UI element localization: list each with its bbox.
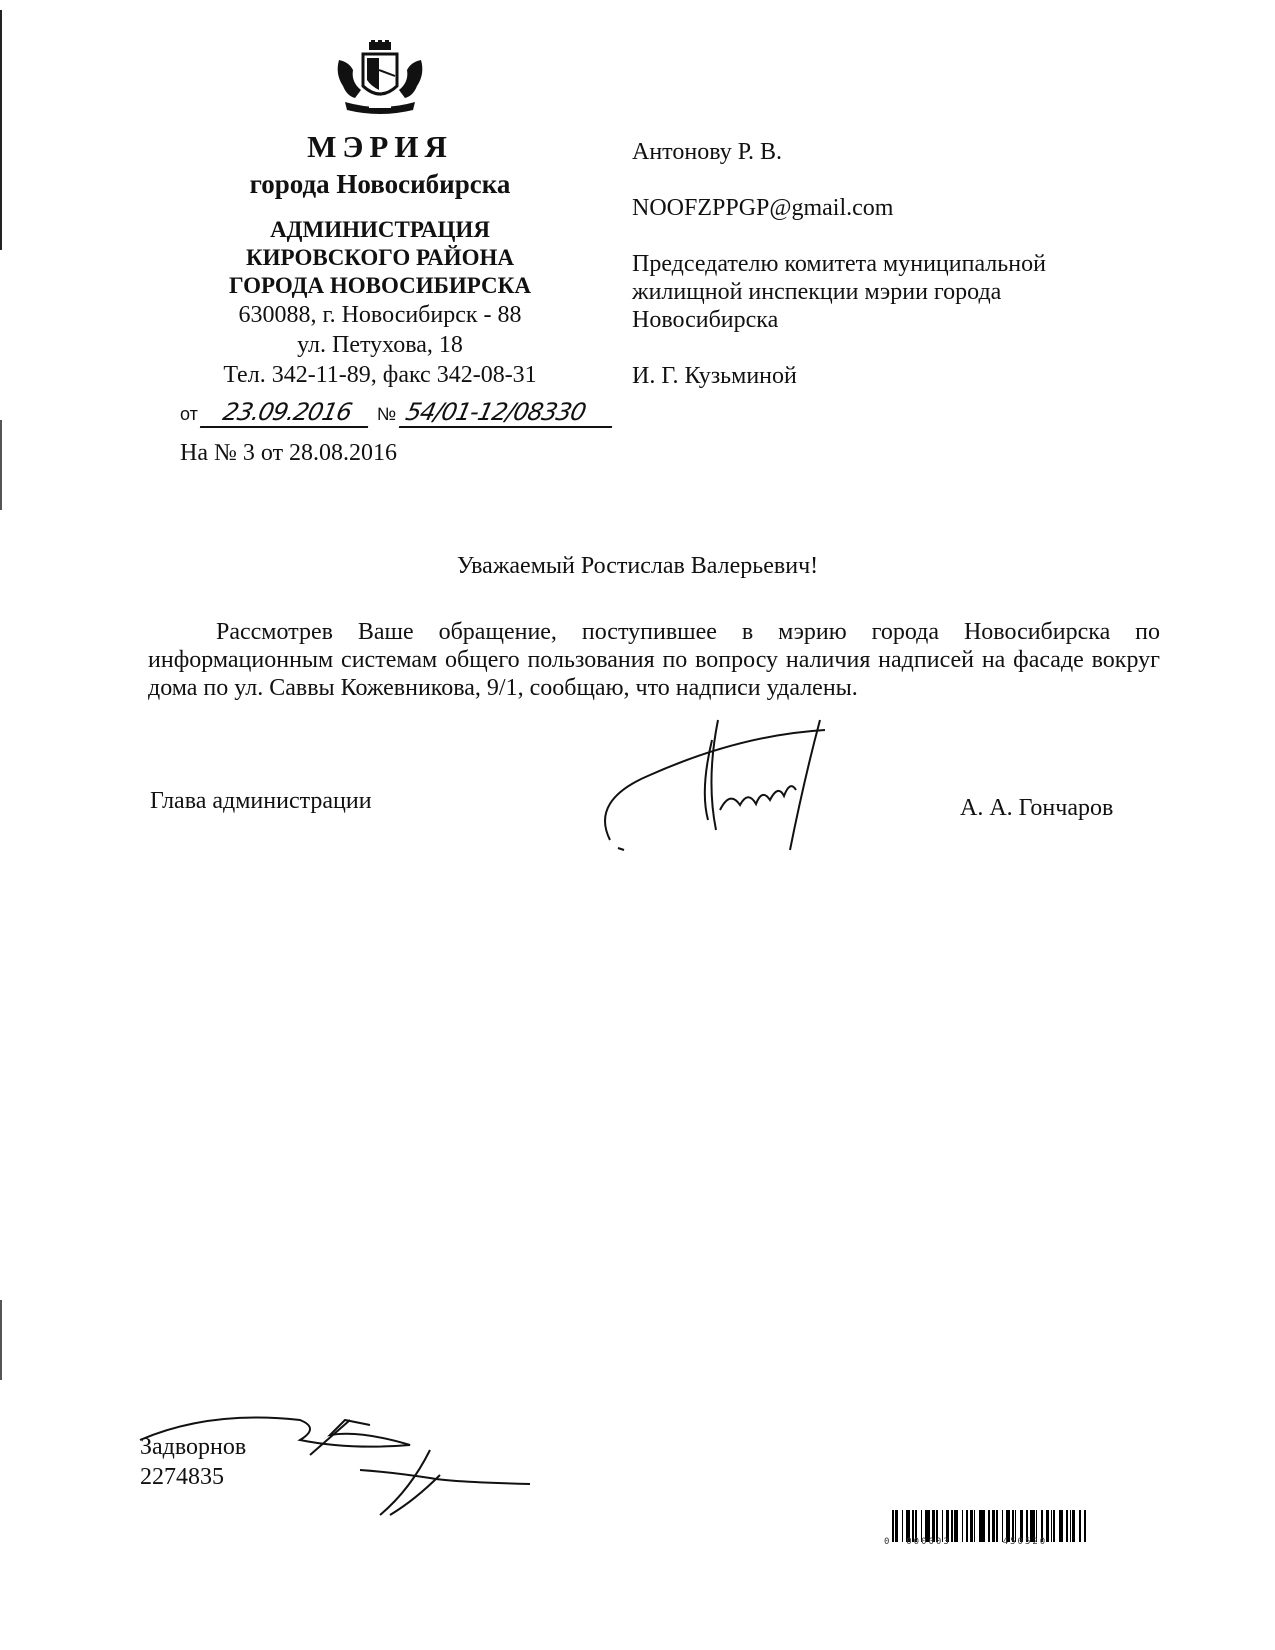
salutation: Уважаемый Ростислав Валерьевич! (456, 553, 819, 579)
address-line: Тел. 342-11-89, факс 342-08-31 (223, 362, 537, 388)
scan-edge-mark (0, 10, 2, 250)
sender-address (150, 300, 610, 390)
admin-line: АДМИНИСТРАЦИЯ (270, 217, 490, 242)
addressee-block (632, 138, 1172, 390)
addressee-email: NOOFZPPGP@gmail.com (632, 195, 894, 221)
scan-edge-mark (0, 420, 2, 510)
letter-body: Рассмотрев Ваше обращение, поступившее в мэрию города Новосибирска по информационным системам общего пользования по вопросу наличия надписей на фасаде вокруг дома по ул. Саввы Кожевникова, 9/1, сообщаю, что надписи удалены. (148, 619, 1160, 701)
signer-role: Глава администрации (150, 788, 372, 814)
admin-name (150, 216, 610, 300)
address-line: ул. Петухова, 18 (297, 332, 463, 358)
reg-date: 23.09.2016 (200, 398, 374, 428)
barcode-digits: 0 000003 450520 (884, 1537, 1048, 1547)
executor-phone: 2274835 (140, 1464, 224, 1490)
addressee-position-line: Председателю комитета муниципальной (632, 251, 1046, 277)
org-title: МЭРИЯ (307, 129, 453, 164)
head-signature-icon (590, 700, 850, 860)
org-city: города Новосибирска (249, 169, 511, 199)
executor-info (140, 1432, 246, 1492)
admin-line: ГОРОДА НОВОСИБИРСКА (229, 273, 531, 298)
reg-from-label: от (180, 404, 198, 424)
address-line: 630088, г. Новосибирск - 88 (238, 302, 522, 328)
executor-name: Задворнов (140, 1434, 247, 1460)
registration-line (180, 398, 615, 428)
novosibirsk-coat-of-arms-icon (325, 40, 435, 120)
addressee-name: Антонову Р. В. (632, 139, 783, 165)
scan-edge-mark (0, 1300, 2, 1380)
reg-number-label: № (376, 404, 397, 424)
reply-reference: На № 3 от 28.08.2016 (180, 440, 398, 466)
signer-name: А. А. Гончаров (960, 795, 1114, 821)
admin-line: КИРОВСКОГО РАЙОНА (245, 245, 514, 270)
addressee-position-line: жилищной инспекции мэрии города (632, 279, 1002, 305)
reg-number: 54/01-12/08330 (398, 398, 617, 428)
addressee-position-name: И. Г. Кузьминой (632, 363, 797, 389)
sender-letterhead (150, 128, 610, 390)
addressee-position-line: Новосибирска (632, 307, 779, 333)
